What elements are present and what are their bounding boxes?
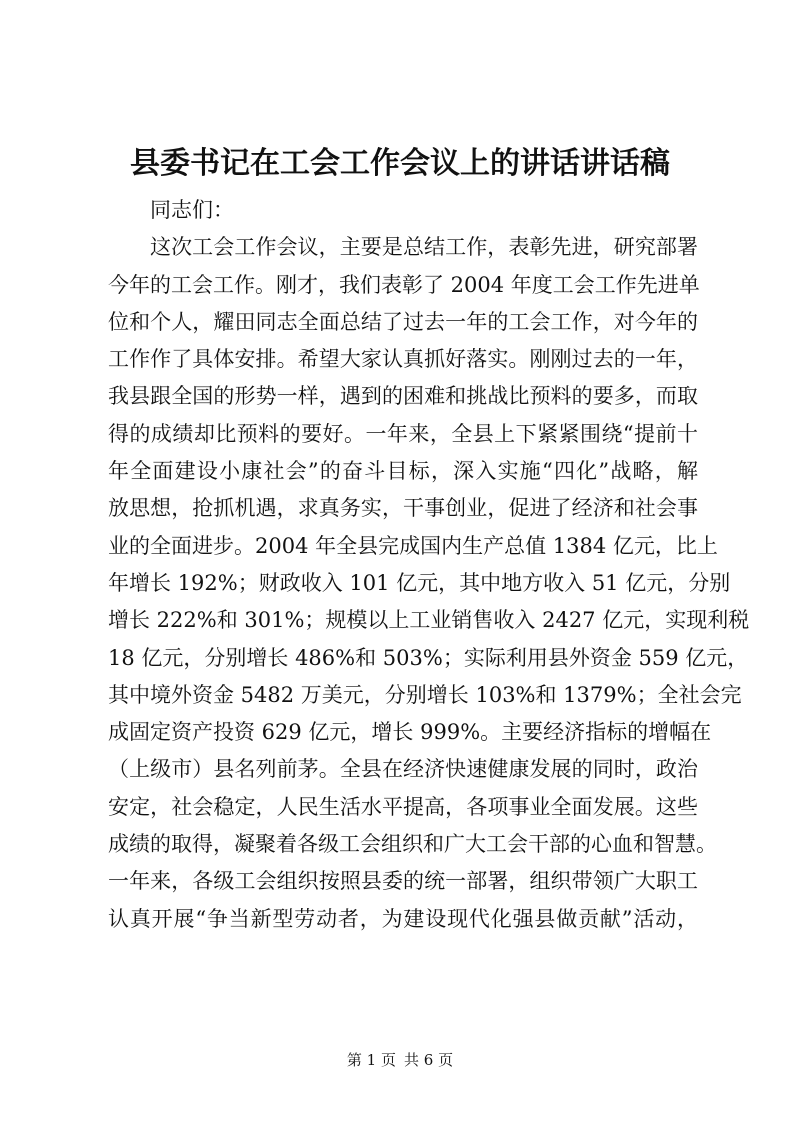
paragraph-line: 今年的工会工作。刚才，我们表彰了 2004 年度工会工作先进单	[108, 272, 700, 297]
paragraph-line: （上级市）县名列前茅。全县在经济快速健康发展的同时，政治	[108, 757, 698, 782]
paragraph-line: 安定，社会稳定，人民生活水平提高，各项事业全面发展。这些	[108, 794, 698, 819]
paragraph-line: 18 亿元，分别增长 486%和 503%；实际利用县外资金 559 亿元，	[108, 645, 749, 670]
salutation: 同志们：	[150, 198, 234, 222]
page-footer	[0, 1050, 800, 1070]
paragraph-line: 工作作了具体安排。希望大家认真抓好落实。刚刚过去的一年，	[108, 347, 698, 372]
paragraph-line: 位和个人，耀田同志全面总结了过去一年的工会工作，对今年的	[108, 309, 698, 334]
paragraph-line: 这次工会工作会议，主要是总结工作，表彰先进，研究部署	[150, 235, 698, 260]
document-title: 县委书记在工会工作会议上的讲话讲话稿	[130, 146, 670, 181]
paragraph-line: 年增长 192%；财政收入 101 亿元，其中地方收入 51 亿元，分别	[108, 570, 731, 595]
paragraph-line: 放思想，抢抓机遇，求真务实，干事创业，促进了经济和社会事	[108, 496, 698, 521]
paragraph-line: 我县跟全国的形势一样，遇到的困难和挑战比预料的要多，而取	[108, 384, 698, 409]
page-total: 共 6 页	[404, 1051, 454, 1069]
paragraph-line: 增长 222%和 301%；规模以上工业销售收入 2427 亿元，实现利税	[108, 608, 750, 633]
paragraph-line: 一年来，各级工会组织按照县委的统一部署，组织带领广大职工	[108, 869, 698, 894]
paragraph-line: 成绩的取得，凝聚着各级工会组织和广大工会干部的心血和智慧。	[108, 832, 717, 857]
paragraph-line: 年全面建设小康社会”的奋斗目标，深入实施“四化”战略，解	[108, 459, 698, 484]
document-body	[108, 192, 750, 938]
paragraph-line: 成固定资产投资 629 亿元，增长 999%。主要经济指标的增幅在	[108, 720, 712, 745]
paragraph-line: 得的成绩却比预料的要好。一年来，全县上下紧紧围绕“提前十	[108, 421, 698, 446]
paragraph-line: 其中境外资金 5482 万美元，分别增长 103%和 1379%；全社会完	[108, 682, 742, 707]
page-number: 第 1 页	[346, 1051, 396, 1069]
paragraph-line: 认真开展“争当新型劳动者，为建设现代化强县做贡献”活动，	[108, 906, 698, 931]
paragraph-line: 业的全面进步。2004 年全县完成国内生产总值 1384 亿元，比上	[108, 533, 718, 558]
